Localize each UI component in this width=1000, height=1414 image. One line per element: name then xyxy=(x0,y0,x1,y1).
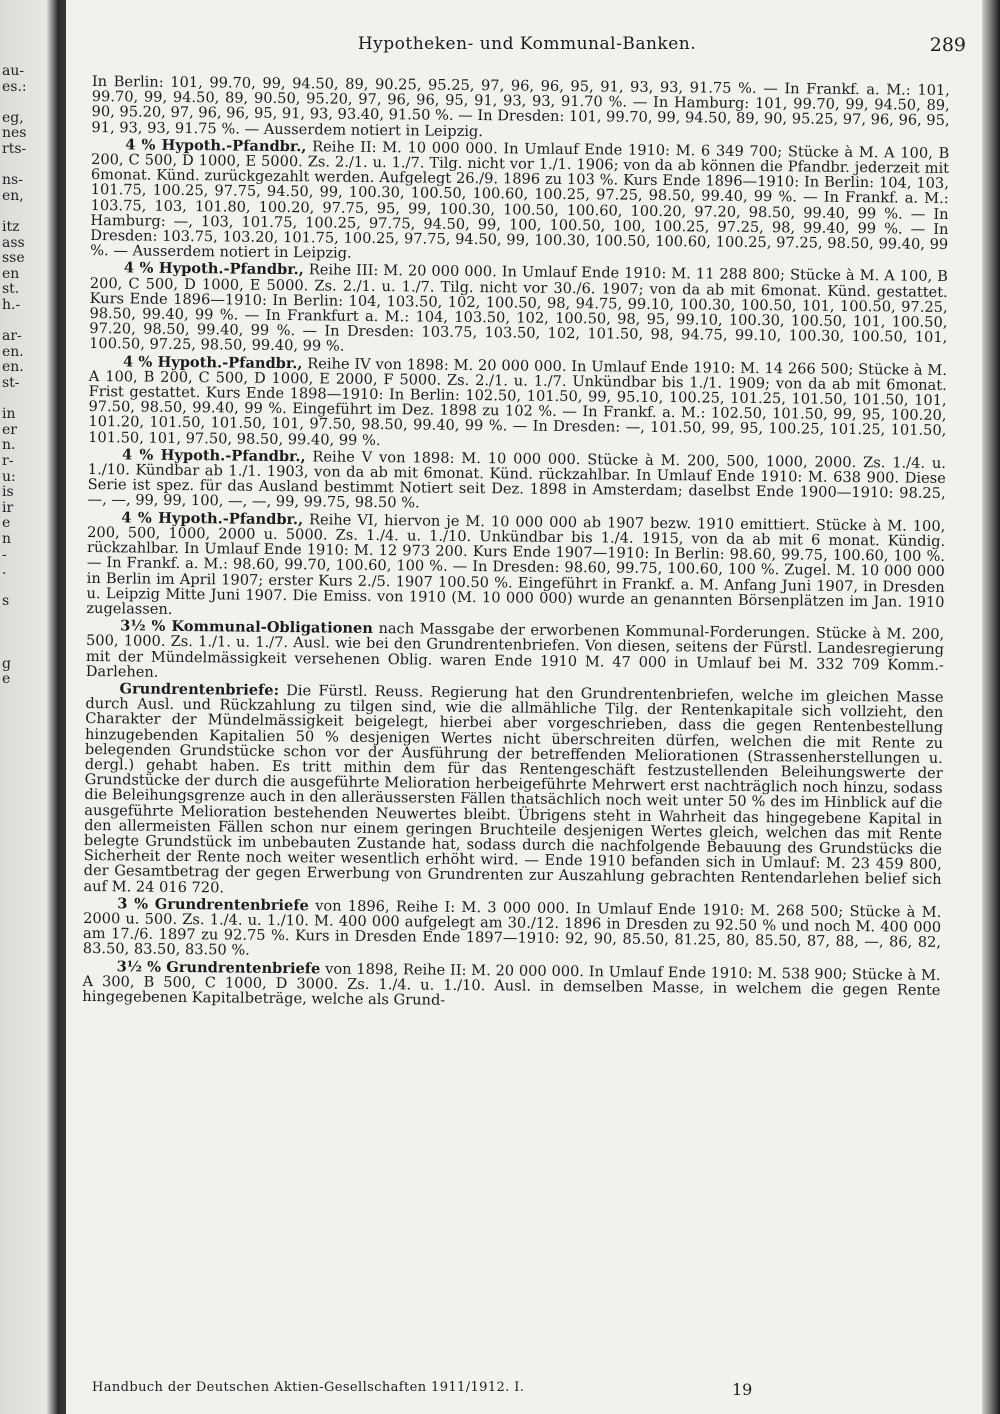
gutter-text-fragment: e xyxy=(2,515,11,532)
document-entry xyxy=(86,618,945,688)
document-entry xyxy=(90,137,949,268)
entry-text: Reihe III: M. 20 000 000. In Umlauf Ende 1910: M. 11 288 800; Stücke à M. A 100, B 200, C 500, D 1000, E 5000. Zs. 2./1. u. 1./7. Tilg. nicht vor 30./6. 1907; von da ab mit 6monat. Künd. gestattet. Kurs Ende 1896—1910: In Berlin: 104, 103.50, 102, 100.50, 98, 94.75, 99.10, 100.30, 100.50, 101, 100.50, 97.25, 98.50, 99.40, 99 %. — In Frankfurt a. M.: 104, 103.50, 102, 100.50, 98, 95, 99.10, 100.30, 100.50, 101, 100.50, 97.20, 98.50, 99.40, 99 %. — In Dresden: 103.75, 103.50, 102, 101.50, 98, 94.75, 99.10, 100.30, 100.50, 101, 100.50, 97.25, 98.50, 99.40, 99 %. xyxy=(89,261,949,356)
document-entry xyxy=(91,74,950,144)
document-page xyxy=(74,0,980,1414)
gutter-text-fragment: ass xyxy=(2,234,25,251)
gutter-text-fragment: - xyxy=(2,546,7,563)
gutter-text-fragment: ns- xyxy=(2,172,23,189)
gutter-text-fragment: n. xyxy=(2,437,16,454)
gutter-text-fragment: e xyxy=(2,671,11,688)
gutter-text-fragment: r- xyxy=(2,453,14,469)
entry-text: In Berlin: 101, 99.70, 99, 94.50, 89, 90.25, 95.25, 97, 96, 96, 95, 91, 93, 93, 91.75 %. — In Frankf. a. M.: 101, 99.70, 99, 94.50, 89, 90.50, 95.20, 97, 96, 96, 95, 91, 93, 93, 91.70 %. — In Hamburg: 101, 99.70, 99, 94.50, 89, 90, 95.20, 97, 96, 96, 95, 91, 93, 93.40, 91.50 %. — In Dresden: 101, 99.70, 99, 94.50, 89, 90, 95.25, 97, 96, 96, 95, 91, 93, 93, 91.75 %. — Ausserdem notiert in Leipzig. xyxy=(91,73,950,140)
gutter-text-fragment: en. xyxy=(2,343,24,360)
entry-text: von 1896, Reihe I: M. 3 000 000. In Umlauf Ende 1910: M. 268 500; Stücke à M. 2000 u. 500. Zs. 1./4. u. 1./10. M. 400 000 aufgelegt am 30./12. 1896 in Dresden zu 92.50 % und noch M. 400 000 am 17./6. 1897 zu 92.75 %. Kurs in Dresden Ende 1897—1910: 92, 90, 85.50, 81.25, 80, 85.50, 87, 88, —, 86, 82, 83.50, 83.50, 83.50 %. xyxy=(82,897,942,960)
entry-text: von 1898, Reihe II: M. 20 000 000. In Umlauf Ende 1910: M. 538 900; Stücke à M. A 300, B 500, C 1000, D 3000. Zs. 1./4. u. 1./10. Ausl. in demselben Masse, in welchem die gegen Rente hingegebenen Kapitalbeträge, welche als Grund- xyxy=(82,960,941,1009)
gutter-text-fragment: sse xyxy=(2,250,25,267)
gutter-text-fragment: rts- xyxy=(2,141,27,157)
entry-heading: 4 % Hypoth.-Pfandbr., xyxy=(123,259,304,279)
entry-text: Die Fürstl. Reuss. Regierung hat den Grundrentenbriefen, welche im gleichen Masse durch Ausl. und Rückzahlung zu tilgen sind, wie die allmähliche Tilg. der Rentenkapitale sich vollzieht, den Charakter der Mündelmässigkeit beigelegt, hierbei aber vorgeschrieben, dass die gegen Rentenbestellung hinzugebenden Kapitalien 50 % desjenigen Wertes nicht überschreiten dürfen, welchen die mit Rente zu belegenden Grundstücke schon vor der Ausführung der betreffenden Meliorationen (Strassenherstellungen u. dergl.) gehabt haben. Es tritt mithin dem für das Rentengeschäft festzustellenden Beleihungswerte der Grundstücke der durch die ausgeführte Melioration herbeigeführte Mehrwert erst nachträglich noch hinzu, sodass die Beleihungsgrenze auch in den alleräussersten Fällen thatsächlich noch weit unter 50 % des im Hinblick auf die ausgeführte Melioration bestehenden Neuwertes bleibt. Übrigens steht in Wahrheit das hingegebene Kapital in den allermeisten Fällen schon nur einem geringen Bruchteile desjenigen Wertes gleich, welchen das mit Rente belegte Grundstück im unbebauten Zustande hat, sodass durch die nachfolgende Bebauung des Grundstücks die Sicherheit der Rente noch weiter wesentlich erhöht wird. — Ende 1910 befanden sich in Umlauf: M. 23 459 800, der Gesamtbetrag der gegen Erwerbung von Grundrenten zur Auszahlung gebrachten Rentendarlehen belief sich auf M. 24 016 720. xyxy=(83,681,944,896)
sheet-number: 19 xyxy=(732,1380,753,1399)
page-number: 289 xyxy=(929,34,966,56)
gutter-text-fragment: in xyxy=(2,406,16,423)
gutter-text-fragment: nes xyxy=(2,125,27,142)
gutter-text-fragment: itz xyxy=(2,219,20,235)
document-entry xyxy=(82,959,940,1014)
footer-title: Handbuch der Deutschen Aktien-Gesellschaften 1911/1912. I. xyxy=(92,1380,525,1395)
entry-heading: 4 % Hypoth.-Pfandbr., xyxy=(125,136,307,156)
entry-heading: 3½ % Kommunal-Obligationen xyxy=(120,617,374,638)
document-entry xyxy=(83,896,942,966)
gutter-text-fragment: au- xyxy=(2,63,25,79)
gutter-text-fragment: eg, xyxy=(2,109,24,126)
document-entry xyxy=(83,681,943,903)
gutter-text-fragment: ir xyxy=(2,499,14,516)
document-entry xyxy=(88,354,947,454)
entry-heading: 4 % Hypoth.-Pfandbr., xyxy=(121,446,306,466)
page-body xyxy=(82,74,950,1015)
gutter-text-fragment: s xyxy=(2,593,10,610)
entry-heading: 3½ % Grundrentenbriefe xyxy=(116,957,321,978)
document-entry xyxy=(86,510,945,625)
gutter-text-fragment: st- xyxy=(2,375,20,391)
entry-heading: 4 % Hypoth.-Pfandbr., xyxy=(122,352,303,372)
gutter-text-fragment: n xyxy=(2,531,12,547)
gutter-text-fragment: er xyxy=(2,421,17,438)
gutter-text-fragment: u: xyxy=(2,468,16,485)
gutter-text-fragment: en, xyxy=(2,187,24,204)
entry-text: Reihe II: M. 10 000 000. In Umlauf Ende 1910: M. 6 349 700; Stücke à M. A 100, B 200, C 500, D 1000, E 5000. Zs. 2./1. u. 1./7. Tilg. nicht vor 1./1. 1906; von da ab können die Pfandbr. jederzeit mit 6monat. Künd. zurückgezahlt werden. Aufgelegt 26./9. 1896 zu 103 %. Kurs Ende 1896—1910: In Berlin: 104, 103, 101.75, 100.25, 97.75, 94.50, 99, 100.30, 100.50, 100.60, 100.25, 97.25, 98.50, 99.40, 99 %. — In Frankf. a. M.: 103.75, 103, 101.80, 100.20, 97.75, 95, 99, 100.30, 100.50, 100.60, 100.20, 97.20, 98.50, 99.40, 99 %. — In Hamburg: —, 103, 101.75, 100.25, 97.75, 94.50, 99, 100, 100.50, 100, 100.25, 97.25, 98, 99.40, 99 %. — In Dresden: 103.75, 103.20, 101.75, 100.25, 97.75, 94.50, 99, 100.30, 100.50, 100.60, 100.25, 97.25, 98.50, 99.40, 99 %. — Ausserdem notiert in Leipzig. xyxy=(90,138,950,262)
adjacent-page-gutter xyxy=(0,0,66,1414)
gutter-text-fragment: . xyxy=(2,562,7,579)
gutter-text-fragment: g xyxy=(2,655,11,672)
gutter-text-fragment: es.: xyxy=(2,78,27,95)
page-footer xyxy=(92,1380,950,1402)
entry-text: Reihe VI, hiervon je M. 10 000 000 ab 1907 bezw. 1910 emittiert. Stücke à M. 100, 200, 500, 1000, 2000 u. 5000. Zs. 1./4. u. 1./10. Unkündbar bis 1./4. 1915, von da ab mit 6 monat. Kündig. rückzahlbar. In Umlauf Ende 1910: M. 12 973 200. Kurs Ende 1907—1910: In Berlin: 98.60, 99.75, 100.60, 100 %. — In Frankf. a. M.: 98.60, 99.70, 100.60, 100 %. — In Dresden: 98.60, 99.75, 100.60, 100 %. Zugel. M. 10 000 000 in Berlin im April 1907; erster Kurs 2./5. 1907 100.50 %. Eingeführt in Frankf. a. M. Anfang Juni 1907, in Dresden u. Leipzig Mitte Juni 1907. Die Emiss. von 1910 (M. 10 000 000) wurde an genannten Börsenplätzen im Jan. 1910 zugelassen. xyxy=(86,510,946,618)
entry-heading: 3 % Grundrentenbriefe xyxy=(117,895,309,915)
page-header xyxy=(74,34,980,60)
running-title: Hypotheken- und Kommunal-Banken. xyxy=(357,34,697,54)
entry-text: Reihe V von 1898: M. 10 000 000. Stücke à M. 200, 500, 1000, 2000. Zs. 1./4. u. 1./10. Kündbar ab 1./1. 1903, von da ab mit 6monat. Künd. rückzahlbar. In Umlauf Ende 1910: M. 638 900. Diese Serie ist spez. für das Ausland bestimmt Notiert seit Dez. 1898 in Amsterdam; daselbst Ende 1900—1910: 98.25, —, —, 99, 99, 100, —, —, 99, 99.75, 98.50 %. xyxy=(87,448,947,512)
entry-heading: Grundrentenbriefe: xyxy=(119,680,280,699)
gutter-text-fragment: en xyxy=(2,265,20,282)
entry-heading: 4 % Hypoth.-Pfandbr., xyxy=(121,509,304,528)
document-entry xyxy=(89,260,948,360)
gutter-text-fragment: st. xyxy=(2,281,20,298)
page-edge-shadow xyxy=(982,0,1000,1414)
gutter-text-fragment: en. xyxy=(2,359,24,376)
gutter-text-fragment: ar- xyxy=(2,328,22,345)
gutter-text-fragment: h.- xyxy=(2,297,21,313)
entry-text: nach Massgabe der erworbenen Kommunal-Forderungen. Stücke à M. 200, 500, 1000. Zs. 1./1. u. 1./7. Ausl. wie bei den Grundrentenbriefen. Von diesen, seitens der Fürstl. Landesregierung mit der Mündelmässigkeit versehenen Oblig. waren Ende 1910 M. 47 000 in Umlauf bei M. 332 709 Komm.-Darlehen. xyxy=(85,620,945,681)
entry-text: Reihe IV von 1898: M. 20 000 000. In Umlauf Ende 1910: M. 14 266 500; Stücke à M. A 100, B 200, C 500, D 1000, E 2000, F 5000. Zs. 2./1. u. 1./7. Unkündbar bis 1./1. 1909; von da ab mit 6monat. Frist gestattet. Kurs Ende 1898—1910: In Berlin: 102.50, 101.50, 99, 95.10, 100.25, 101.25, 101.50, 101.50, 101, 97.50, 98.50, 99.40, 99 %. Eingeführt im Dez. 1898 zu 102 %. — In Frankf. a. M.: 102.50, 101.50, 99, 95, 100.20, 101.20, 101.50, 101.50, 101, 97.50, 98.50, 99.40, 99 %. — In Dresden: —, 101.50, 99, 95, 100.25, 101.25, 101.50, 101.50, 101, 97.50, 98.50, 99.40, 99 %. xyxy=(88,354,948,449)
gutter-text-fragment: is xyxy=(2,484,14,501)
document-entry xyxy=(87,447,946,517)
